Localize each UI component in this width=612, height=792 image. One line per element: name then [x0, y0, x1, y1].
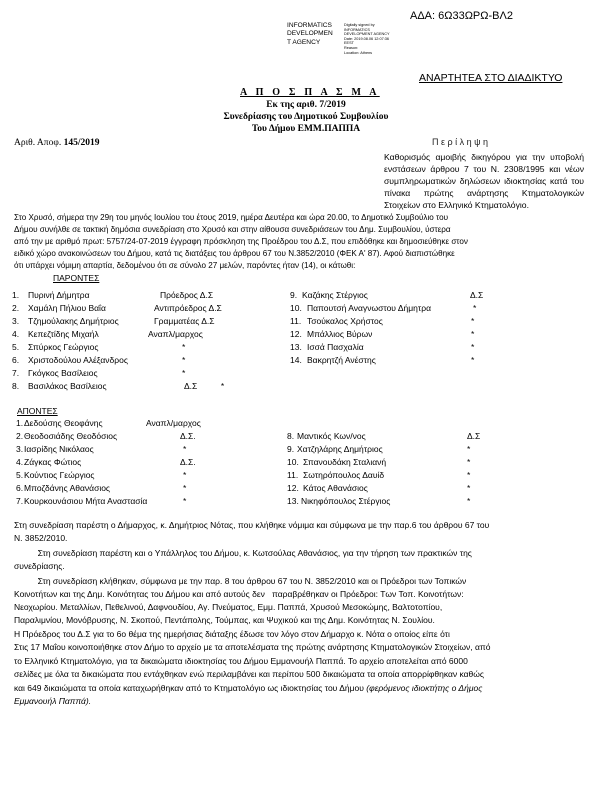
body-line: Στη συνεδρίαση παρέστη ο Δήμαρχος, κ. Δημήτριος Νότας, που κλήθηκε νόμιμα και σύμφωνα με την παρ.6 του άρθρου 67 του — [14, 520, 490, 530]
stamp-org-line: T AGENCY — [287, 38, 321, 46]
absent-member-row: 3. Ιασρίδης Νικόλαος * — [16, 444, 187, 454]
present-member-row: 12. Μπάλλιος Βύρων * — [290, 329, 475, 339]
present-member-row: 1. Πυρινή Δήμητρα Πρόεδρος Δ.Σ — [12, 290, 214, 300]
stamp-sig-line: DEVELOPMENT AGENCY — [344, 32, 390, 37]
absent-member-row: 8. Μαντικός Κων/νος Δ.Σ — [287, 431, 481, 441]
body-line: Στη συνεδρίαση παρέστη και ο Υπάλληλος του Δήμου, κ. Κωτσούλας Αθανάσιος, για την τήρηση των πρακτικών της — [14, 548, 472, 558]
stamp-sig-line: Date: 2019.08.06 12:07:36 — [344, 36, 389, 41]
stamp-sig-line: EEST — [344, 41, 354, 46]
body-line: Παραλιμνίου, Μονόβρυσης, Ν. Σκοπού, Πεντάπολης, Τούμπας, και Ψυχικού και της Δημ. Κοινότητας Ν. Σουλίου. — [14, 615, 435, 625]
absent-heading: ΑΠΟΝΤΕΣ — [17, 406, 58, 416]
present-member-row: 2. Χαμάλη Πήλιου Βαΐα Αντιπρόεδρος Δ.Σ — [12, 303, 222, 313]
absent-member-row: 12. Κάτος Αθανάσιος * — [287, 483, 471, 493]
body-line: Στη συνεδρίαση κλήθηκαν, σύμφωνα με την παρ. 8 του άρθρου 67 του Ν. 3852/2010 και οι Πρόεδροι των Τοπικών — [14, 576, 467, 586]
absent-member-row: 13. Νικηφόπουλος Στέργιος * — [287, 496, 471, 506]
body-line: το Ελληνικό Κτηματολόγιο, για τα δικαιώματα ιδιοκτησίας του Δήμου Εμμανουήλ Παππά. Το αρχείο αποτελείται από 6000 — [14, 656, 468, 666]
present-member-row: 6. Χριστοδούλου Αλέξανδρος * — [12, 355, 186, 365]
italic-note: (φερόμενος ιδιοκτήτης ο Δήμος — [366, 683, 483, 693]
absent-member-row: 5. Κούντιος Γεώργιος * — [16, 470, 187, 480]
present-heading: ΠΑΡΟΝΤΕΣ — [53, 273, 100, 283]
intro-line: από την με αριθμό πρωτ: 5757/24-07-2019 έγγραφη πρόσκληση της Προέδρου του Δ.Σ, που επιδόθηκε και δημοσιεύθηκε στον — [14, 237, 468, 246]
present-member-row: 4. Κεπεζτίδης Μιχαήλ Αναπλ/μαρχος — [12, 329, 203, 339]
body-line: Στις 17 Μαΐου κοινοποιήθηκε στον Δήμο το αρχείο με τα αποτελέσματα της πρώτης ανάρτησης Κτηματολογικών Στοιχείων, από — [14, 642, 491, 652]
present-member-row: 9. Καζάκης Στέργιος Δ.Σ — [290, 290, 484, 300]
present-member-row: 11. Τσούκαλος Χρήστος * — [290, 316, 475, 326]
stamp-org-line: DEVELOPMEN — [287, 30, 333, 38]
intro-line: Δήμου συνήλθε σε τακτική δημόσια συνεδρίαση στο Χρυσό και στην αίθουσα συνεδριάσεων του Δημ. Συμβουλίου, ύστερα — [14, 225, 451, 234]
stamp-signature-details — [344, 23, 390, 55]
absent-member-row: 10. Σπανουδάκη Σταλιανή * — [287, 457, 471, 467]
present-member-row: 8. Βασιλάκος Βασίλειος Δ.Σ * — [12, 381, 225, 391]
present-member-row: 5. Σπύρκος Γεώργιος * — [12, 342, 186, 352]
present-member-row: 13. Ισσά Πασχαλία * — [290, 342, 475, 352]
digital-signature-stamp — [287, 22, 429, 58]
body-line: Εμμανουήλ Παππά). — [14, 696, 92, 706]
document-title: Α Π Ο Σ Π Α Σ Μ Α — [240, 87, 380, 98]
stamp-sig-line: Location: Athens — [344, 50, 373, 55]
absent-member-row: 6. Μποζδάνης Αθανάσιος * — [16, 483, 187, 493]
stamp-sig-line: INFORMATICS — [344, 27, 370, 32]
absent-member-row: 2. Θεοδοσιάδης Θεοδόσιος Δ.Σ. — [16, 431, 196, 441]
session-number: Εκ της αριθ. 7/2019 — [266, 100, 346, 110]
absent-member-row: 1. Δεδούσης Θεοφάνης Αναπλ/μαρχος — [16, 418, 201, 428]
subject-summary: Καθορισμός αμοιβής δικηγόρου για την υποβολή ενστάσεων άρθρου 7 του Ν. 2308/1995 και νέων συμπληρωματικών δηλώσεων ιδιοκτησίας κατά του πίνακα πρώτης ανάρτησης Κτηματολογικών Στοιχείων στο Ελληνικό Κτηματολόγιο. — [384, 152, 584, 210]
absent-member-row: 11. Σωτηρόπουλος Δαυίδ * — [287, 470, 471, 480]
body-line: Ν. 3852/2010. — [14, 533, 68, 543]
body-line: Νεοχωρίου. Μεταλλίων, Πεθελινού, Δαφνουδίου, Αγ. Πνεύματος, Εμμ. Παππά, Χρυσού Μεσοκώμης, Βαλτοτοπίου, — [14, 602, 443, 612]
absent-member-row: 9. Χατζηλάρης Δημήτριος * — [287, 444, 471, 454]
present-member-row: 7. Γκόγκος Βασίλειος * — [12, 368, 186, 378]
body-line: Η Πρόεδρος του Δ.Σ για το 6ο θέμα της ημερήσιας διάταξης έδωσε τον λόγο στον Δήμαρχο κ. Νότα ο οποίος είπε ότι — [14, 629, 450, 639]
stamp-org-line: INFORMATICS — [287, 22, 332, 29]
present-member-row: 3. Τζημούλακης Δημήτριος Γραμματέας Δ.Σ — [12, 316, 215, 326]
body-line: Κοινοτήτων και της Δημ. Κοινότητας του Δήμου και από αυτούς δεν παραβρέθηκαν οι Πρόεδροι: Των Τοπ. Κοινοτήτων: — [14, 589, 464, 599]
posted-online-label: ΑΝΑΡΤΗΤΕΑ ΣΤΟ ΔΙΑΔΙΚΤΥΟ — [419, 72, 563, 84]
absent-member-row: 4. Ζάγκας Φώτιος Δ.Σ. — [16, 457, 196, 467]
ada-code: ΑΔΑ: 6Ω33ΩΡΩ-ΒΛ2 — [410, 10, 513, 22]
municipality-name: Του Δήμου ΕΜΜ.ΠΑΠΠΑ — [251, 124, 361, 134]
present-member-row: 14. Βακρητζή Ανέστης * — [290, 355, 475, 365]
body-line-text: και 649 δικαιώματα τα οποία καταχωρήθηκαν από το Κτηματολόγιο ως ιδιοκτησίας του Δήμου — [14, 683, 364, 693]
body-line: σελίδες με όλα τα δικαιώματα που εντάχθηκαν ενώ περιλαμβάνει και περίπου 500 δικαιώματα τα οποία απορρίφθηκαν καθώς — [14, 669, 485, 679]
intro-line: ότι υπάρχει νόμιμη απαρτία, δεδομένου ότι σε σύνολο 27 μελών, παρόντες ήταν (14), οι κάτωθι: — [14, 261, 356, 270]
intro-line: ειδικό χώρο ανακοινώσεων του Δήμου, κατά τις διατάξεις του άρθρου 67 του Ν.3852/2010 (ΦΕΚ Α' 87). Αφού διαπιστώθηκε — [14, 249, 455, 258]
body-line: συνεδρίασης. — [14, 561, 65, 571]
stamp-sig-line: Digitally signed by — [344, 23, 375, 27]
summary-label: Π ε ρ ί λ η ψ η — [432, 137, 489, 147]
decision-number — [14, 138, 99, 148]
council-session: Συνεδρίασης του Δημοτικού Συμβουλίου — [223, 112, 389, 122]
present-member-row: 10. Παπουτσή Αναγνωστου Δήμητρα * — [290, 303, 477, 313]
intro-line: Στο Χρυσό, σήμερα την 29η του μηνός Ιουλίου του έτους 2019, ημέρα Δευτέρα και ώρα 20.00, το Δημοτικό Συμβούλιο του — [14, 213, 448, 222]
stamp-sig-line: Reason: — [344, 45, 359, 50]
stamp-organization — [287, 22, 333, 47]
decision-number-label: Αριθ. Αποφ. — [14, 138, 62, 148]
decision-number-value: 145/2019 — [63, 138, 100, 148]
absent-member-row: 7. Κουρκουνάσιου Μήτα Αναστασία * — [16, 496, 187, 506]
body-line — [14, 682, 482, 694]
